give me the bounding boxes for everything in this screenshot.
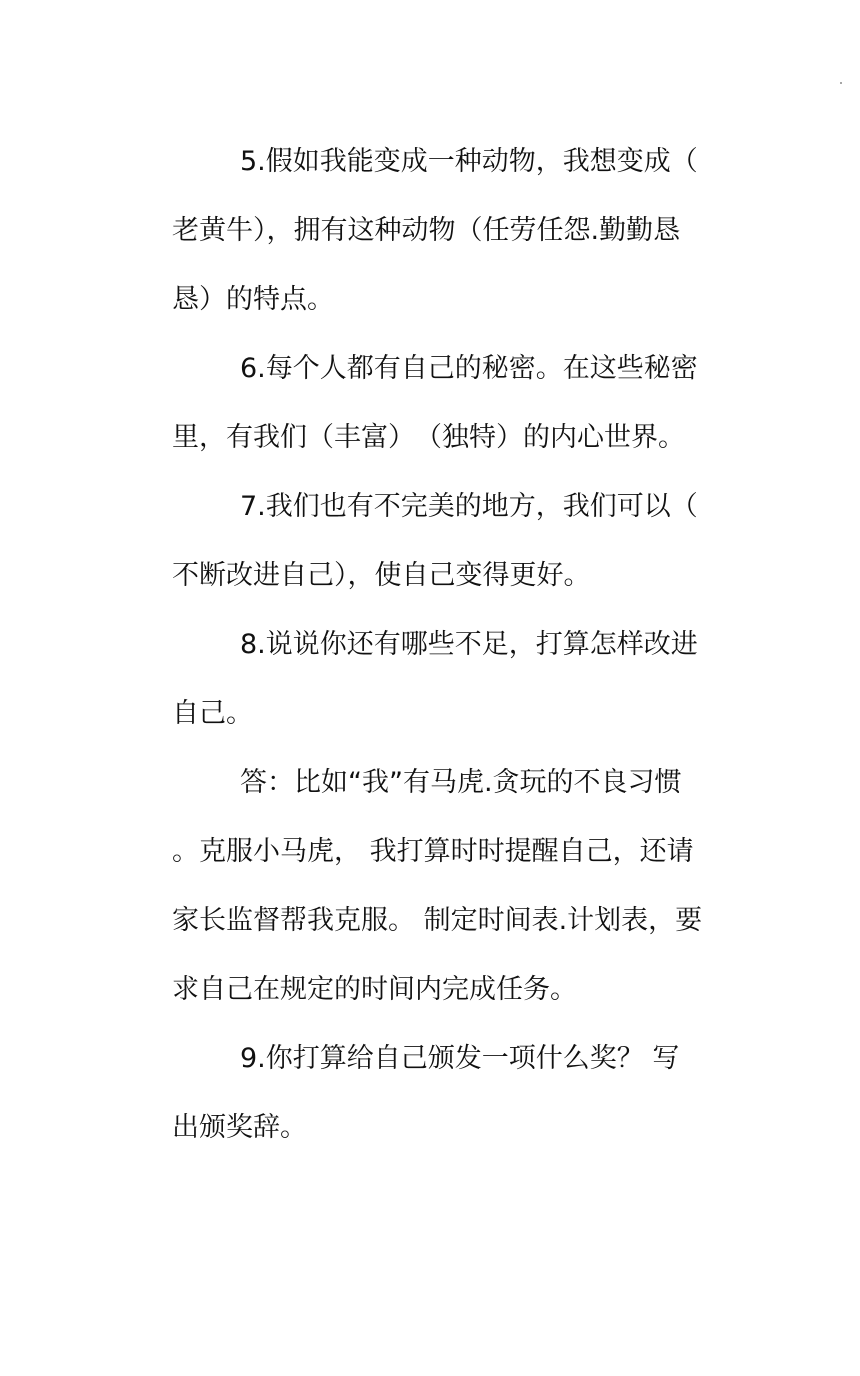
question-7-line-1: 7.我们也有不完美的地方，我们可以（ xyxy=(240,491,698,522)
question-9-line-2: 出颁奖辞。 xyxy=(172,1112,307,1143)
question-6-line-1: 6.每个人都有自己的秘密。在这些秘密 xyxy=(240,353,698,384)
answer-8-line-4: 求自己在规定的时间内完成任务。 xyxy=(172,974,577,1005)
question-7-line-2: 不断改进自己），使自己变得更好。 xyxy=(172,560,591,591)
question-8-line-1: 8.说说你还有哪些不足，打算怎样改进 xyxy=(240,629,698,660)
question-5-line-2: 老黄牛），拥有这种动物（任劳任怨.勤勤恳 xyxy=(172,215,681,246)
answer-8-line-1: 答：比如“我”有马虎.贪玩的不良习惯 xyxy=(240,767,682,798)
question-6-line-2: 里，有我们（丰富） （独特）的内心世界。 xyxy=(172,422,685,453)
question-9-line-1: 9.你打算给自己颁发一项什么奖？ 写 xyxy=(240,1043,680,1074)
answer-8-line-3: 家长监督帮我克服。 制定时间表.计划表，要 xyxy=(172,905,703,936)
question-5-line-1: 5.假如我能变成一种动物，我想变成（ xyxy=(240,146,698,177)
question-8-line-2: 自己。 xyxy=(172,698,253,729)
answer-8-line-2: 。克服小马虎， 我打算时时提醒自己，还请 xyxy=(172,836,694,867)
question-5-line-3: 恳）的特点。 xyxy=(172,284,334,315)
corner-dot-mark xyxy=(840,82,842,84)
